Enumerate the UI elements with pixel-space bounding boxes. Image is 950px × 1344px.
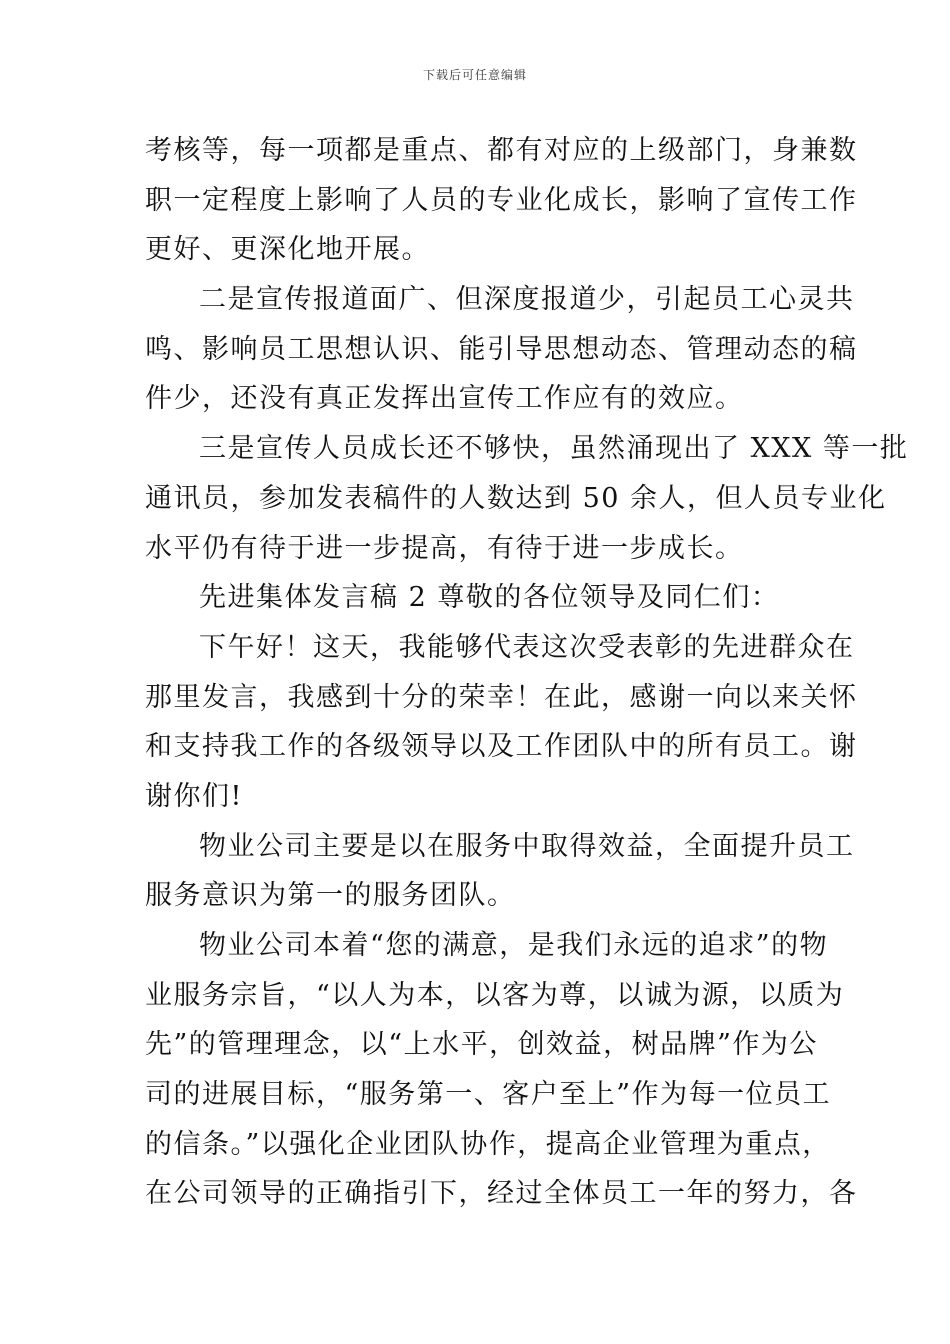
text-line: 考核等，每一项都是重点、都有对应的上级部门，身兼数	[145, 135, 858, 166]
text-line: 业服务宗旨，“以人为本，以客为尊，以诚为源，以质为	[145, 979, 845, 1011]
paragraph-start-line: 二是宣传报道面广、但深度报道少，引起员工心灵共	[199, 284, 855, 316]
text-line: 通讯员，参加发表稿件的人数达到 50 余人，但人员专业化	[145, 482, 887, 514]
paragraph-start-line: 下午好！这天，我能够代表这次受表彰的先进群众在	[199, 631, 855, 663]
text-line: 司的进展目标，“服务第一、客户至上”作为每一位员工	[145, 1079, 832, 1111]
text-line: 先”的管理理念，以“上水平，创效益，树品牌”作为公	[145, 1029, 818, 1061]
text-line: 服务意识为第一的服务团队。	[145, 880, 516, 912]
paragraph-start-line: 先进集体发言稿 2 尊敬的各位领导及同仁们：	[199, 582, 780, 614]
paragraph-start-line: 三是宣传人员成长还不够快，虽然涌现出了 XXX 等一批	[199, 433, 909, 465]
text-line: 那里发言，我感到十分的荣幸！在此，感谢一向以来关怀	[145, 681, 858, 713]
text-line: 水平仍有待于进一步提高，有待于进一步成长。	[145, 532, 744, 564]
text-line: 在公司领导的正确指引下，经过全体员工一年的努力，各	[145, 1178, 858, 1210]
text-line: 职一定程度上影响了人员的专业化成长，影响了宣传工作	[145, 184, 858, 216]
text-line: 件少，还没有真正发挥出宣传工作应有的效应。	[145, 383, 744, 415]
text-line: 鸣、影响员工思想认识、能引导思想动态、管理动态的稿	[145, 333, 858, 365]
text-line: 更好、更深化地开展。	[145, 234, 430, 266]
text-line: 和支持我工作的各级领导以及工作团队中的所有员工。谢	[145, 731, 858, 763]
paragraph-start-line: 物业公司主要是以在服务中取得效益，全面提升员工	[199, 830, 855, 862]
document-body	[145, 126, 909, 1219]
text-line: 谢你们!	[145, 780, 243, 812]
paragraph-start-line: 物业公司本着“您的满意，是我们永远的追求”的物	[199, 930, 829, 961]
text-line: 的信条。”以强化企业团队协作，提高企业管理为重点，	[145, 1128, 831, 1160]
page-header-note: 下载后可任意编辑	[422, 68, 527, 82]
